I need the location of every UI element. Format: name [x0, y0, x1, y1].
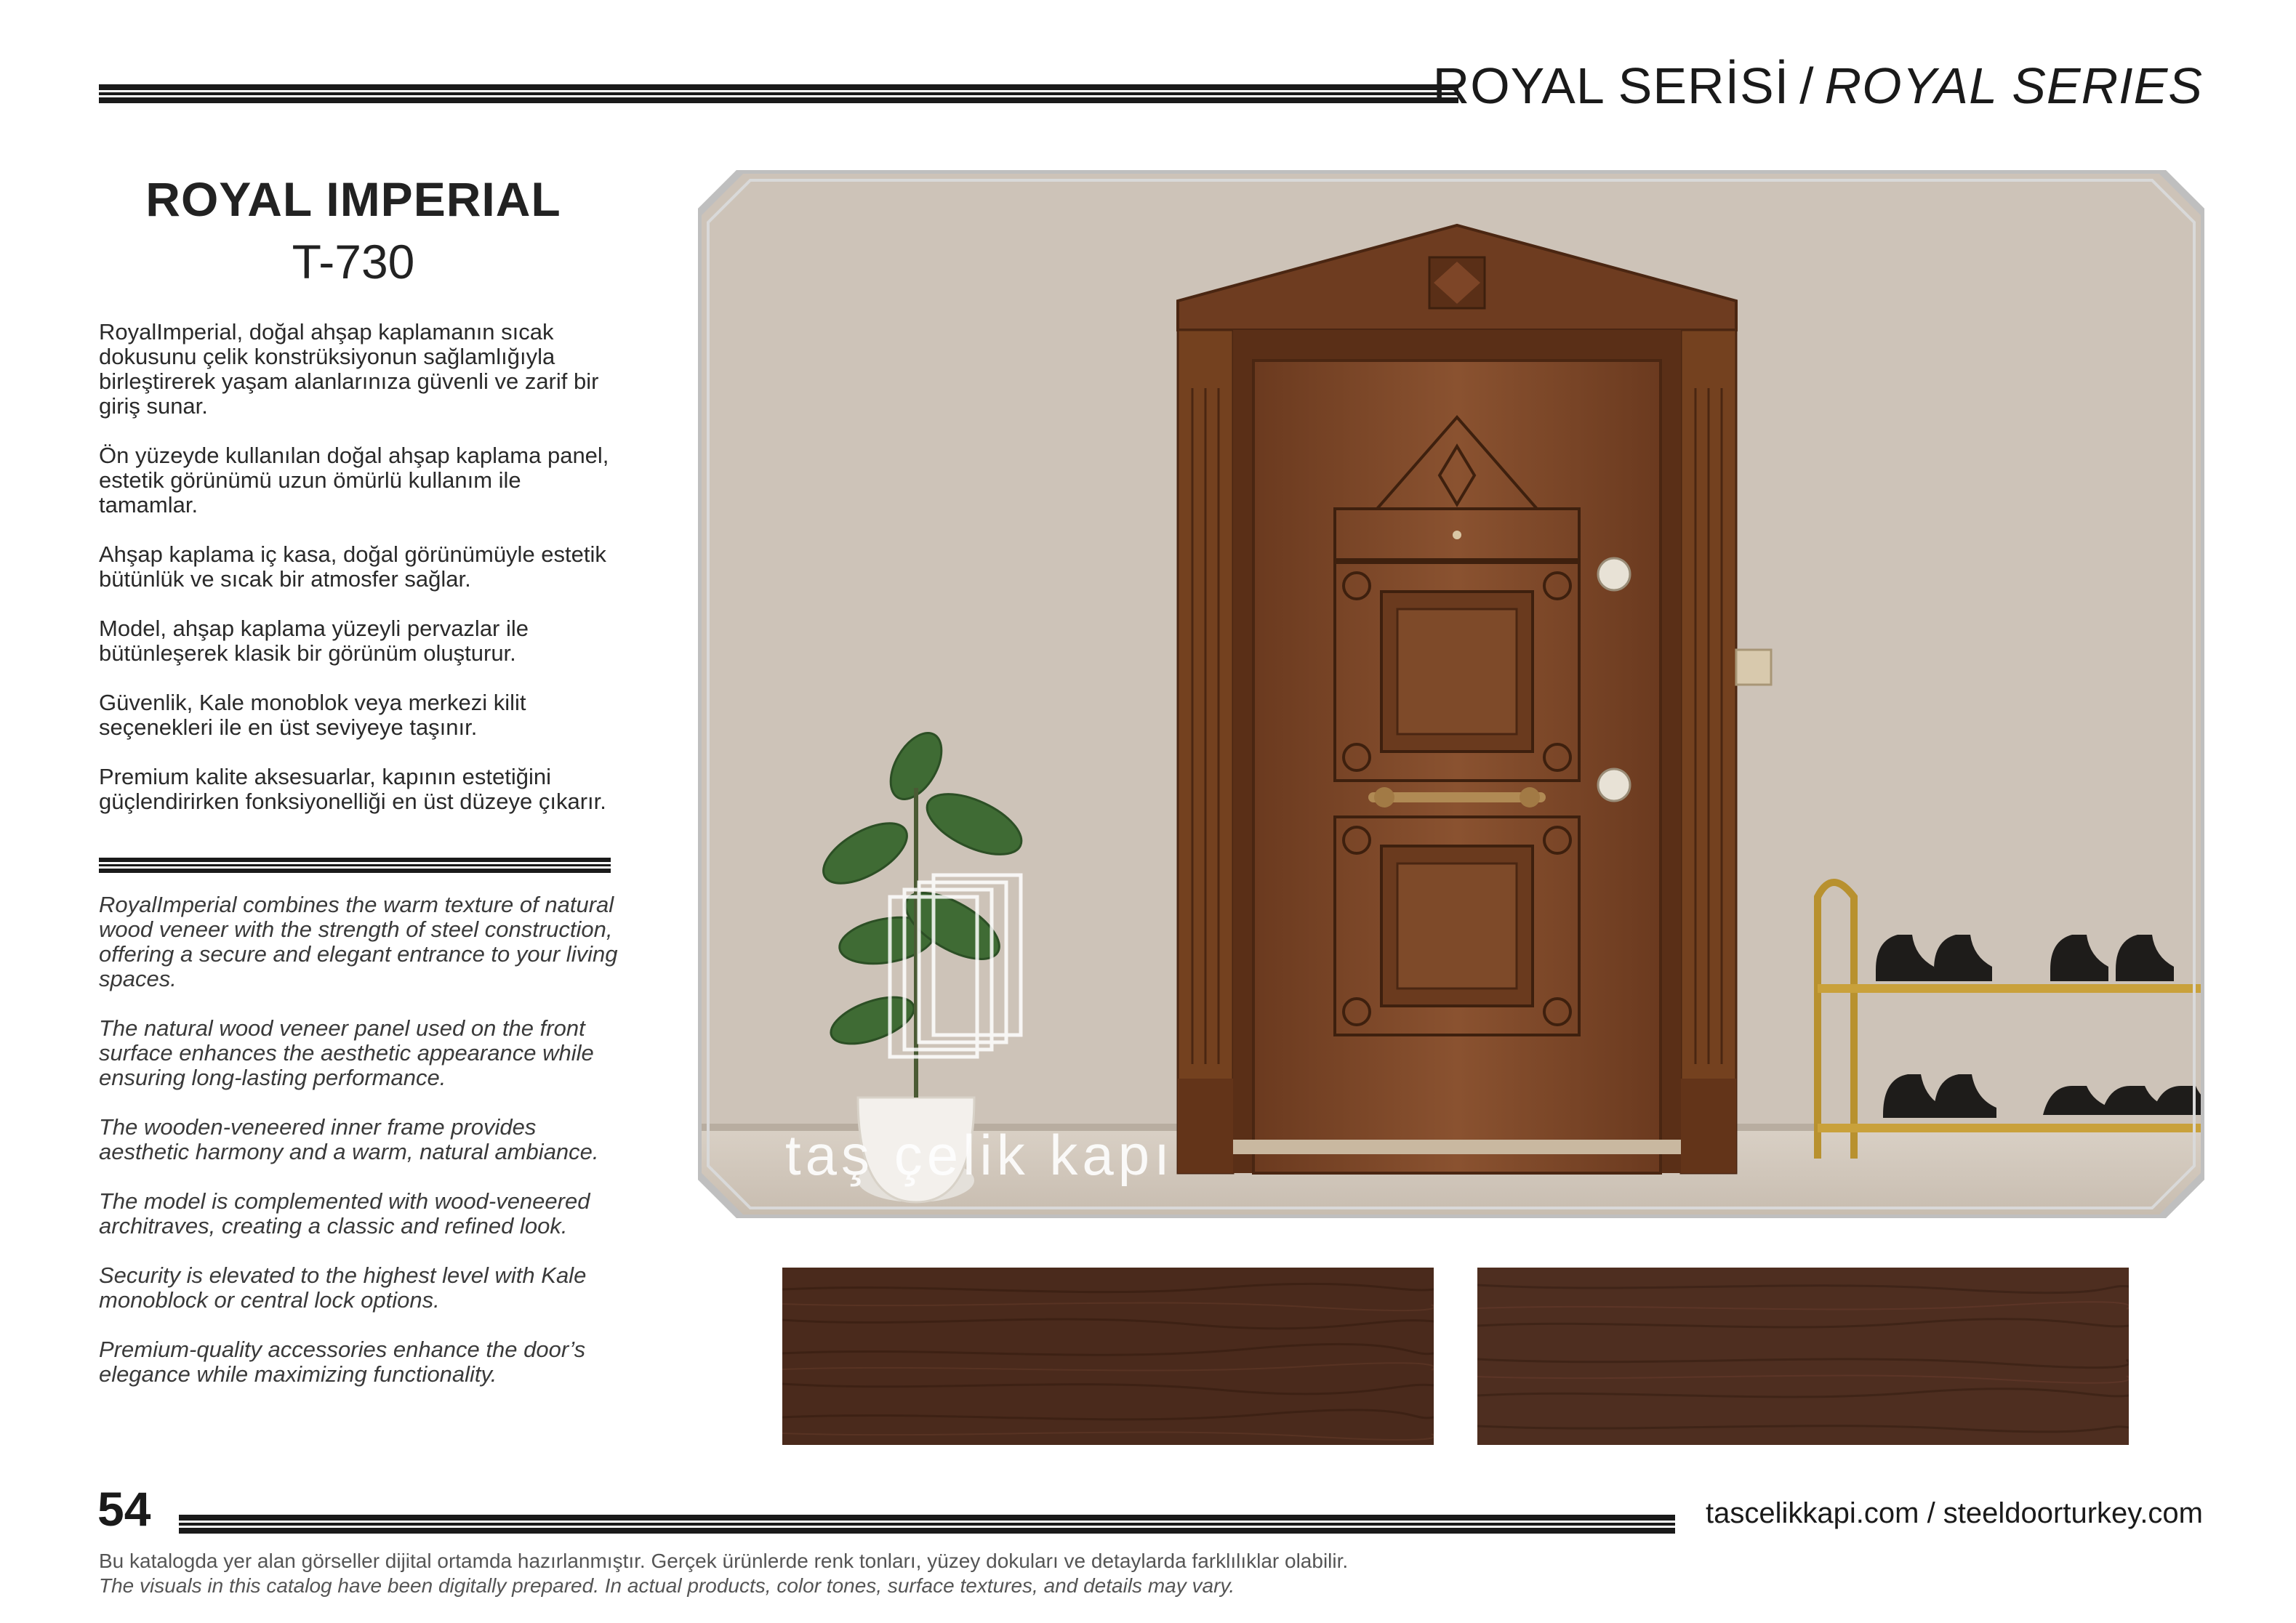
description-en-paragraph: Premium-quality accessories enhance the door’s elegance while maximizing functionality. [99, 1337, 586, 1387]
product-name: ROYAL IMPERIAL [145, 172, 561, 226]
series-title [1433, 57, 2203, 115]
description-en-paragraph: The wooden-veneered inner frame provides aesthetic harmony and a warm, natural ambiance. [99, 1114, 599, 1164]
watermark-text: taş çelik kapı [785, 1123, 1174, 1187]
disclaimer-en: The visuals in this catalog have been digitally prepared. In actual products, color tones, surface textures, and details may vary. [99, 1574, 1235, 1597]
door-leaf [1253, 361, 1661, 1173]
description-en-paragraph: RoyalImperial combines the warm texture of natural wood veneer with the strength of steel construction, offering a secure and elegant entrance to your living spaces. [99, 892, 618, 991]
description-tr-paragraph: Model, ahşap kaplama yüzeyli pervazlar ile bütünleşerek klasik bir görünüm oluşturur. [99, 616, 529, 666]
description-tr [99, 320, 622, 839]
footer-rule [179, 1515, 1675, 1534]
description-en-paragraph: The natural wood veneer panel used on the front surface enhances the aesthetic appearance while ensuring long-lasting performance. [99, 1015, 594, 1090]
section-divider [99, 858, 611, 874]
page-number: 54 [97, 1482, 151, 1536]
description-en-paragraph: Security is elevated to the highest level with Kale monoblock or central lock options. [99, 1262, 587, 1313]
disclaimer-tr: Bu katalogda yer alan görseller dijital ortamda hazırlanmıştır. Gerçek ürünlerde renk tonları, yüzey dokuları ve detaylarda farklılıklar olabilir. [99, 1550, 1349, 1572]
series-title-en: ROYAL SERIES [1824, 57, 2203, 114]
description-tr-paragraph: Güvenlik, Kale monoblok veya merkezi kilit seçenekleri ile en üst seviyeye taşınır. [99, 690, 526, 740]
veneer-swatch [782, 1268, 1434, 1445]
description-en-paragraph: The model is complemented with wood-veneered architraves, creating a classic and refined look. [99, 1188, 590, 1239]
product-photo [698, 170, 2204, 1218]
series-title-tr: ROYAL SERİSİ [1432, 57, 1790, 114]
footer-url: tascelikkapi.com / steeldoorturkey.com [1706, 1497, 2203, 1529]
description-en [99, 893, 622, 1411]
description-tr-paragraph: Premium kalite aksesuarlar, kapının estetiğini güçlendirirken fonksiyonelliği en üst düzeye çıkarır. [99, 764, 606, 814]
description-tr-paragraph: Ön yüzeyde kullanılan doğal ahşap kaplama panel, estetik görünümü uzun ömürlü kullanım ile tamamlar. [99, 443, 609, 517]
veneer-swatch [1477, 1268, 2129, 1445]
header-rule [99, 84, 1458, 103]
description-tr-paragraph: Ahşap kaplama iç kasa, doğal görünümüyle estetik bütünlük ve sıcak bir atmosfer sağlar. [99, 541, 606, 592]
door-illustration [698, 170, 2204, 1218]
product-code: T-730 [292, 235, 415, 289]
description-tr-paragraph: RoyalImperial, doğal ahşap kaplamanın sıcak dokusunu çelik konstrüksiyonun sağlamlığıyla birleştirerek yaşam alanlarınıza güvenli ve zarif bir giriş sunar. [99, 319, 599, 419]
series-title-separator: / [1799, 57, 1815, 114]
